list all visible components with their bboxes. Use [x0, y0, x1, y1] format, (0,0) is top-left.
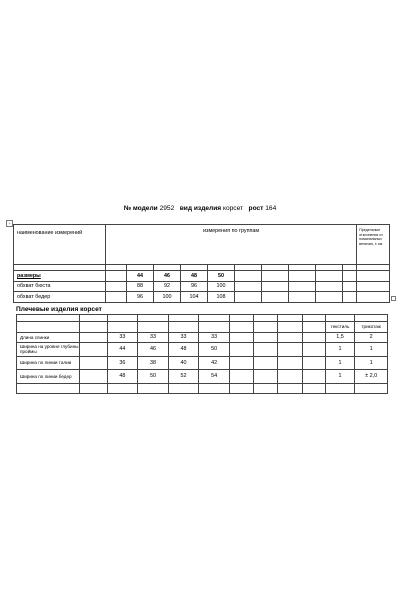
height-label: рост [248, 205, 264, 212]
row-label: Длина спинки [17, 332, 80, 343]
value-cell: 54 [199, 370, 230, 384]
textile-cell: 1,5 [325, 332, 355, 343]
row-label: обхват бюста [14, 281, 106, 292]
value-cell: 100 [154, 292, 181, 303]
textile-cell: 1 [325, 356, 355, 370]
row-label: Ширина по линии бедер [17, 370, 80, 384]
value-cell: 96 [127, 292, 154, 303]
value-cell: 104 [181, 292, 208, 303]
value-cell: 50 [199, 343, 230, 357]
textile-cell: 1 [325, 343, 355, 357]
knit-header: трикотаж [355, 322, 388, 333]
table-row [17, 332, 388, 343]
section-title: Плечевые изделия корсет [16, 306, 102, 313]
knit-cell: ± 2,0 [355, 370, 388, 384]
row-label: Ширина по линии талии [17, 356, 80, 370]
value-cell: 96 [181, 281, 208, 292]
value-cell: 42 [199, 356, 230, 370]
value-cell: 44 [107, 343, 138, 357]
value-cell: 92 [154, 281, 181, 292]
knit-cell: 2 [355, 332, 388, 343]
size-cell: 48 [181, 271, 208, 282]
table-row [17, 356, 388, 370]
textile-header: текстиль [325, 322, 355, 333]
tolerance-header-row [17, 322, 388, 333]
value-cell: 33 [138, 332, 169, 343]
table-row [17, 343, 388, 357]
value-cell: 48 [107, 370, 138, 384]
value-cell: 100 [208, 281, 235, 292]
table-row [14, 281, 390, 292]
table-resize-handle[interactable] [391, 296, 396, 301]
model-value: 2952 [159, 205, 175, 212]
measurements-table [13, 224, 390, 303]
value-cell: 50 [138, 370, 169, 384]
size-cell: 50 [208, 271, 235, 282]
value-cell: 46 [138, 343, 169, 357]
model-label: № модели [123, 205, 158, 212]
value-cell: 33 [199, 332, 230, 343]
height-value: 164 [265, 205, 277, 212]
table-row [17, 315, 388, 322]
value-cell: 36 [107, 356, 138, 370]
sizes-row [14, 271, 390, 282]
sizes-label: размеры [14, 271, 106, 282]
col-name-header: наименование измерений [14, 225, 106, 265]
value-cell: 33 [168, 332, 199, 343]
row-label: обхват бедер [14, 292, 106, 303]
table-header-row [14, 225, 390, 265]
size-cell: 44 [127, 271, 154, 282]
kind-value: корсет [222, 205, 244, 212]
document-title [0, 205, 400, 212]
value-cell: 108 [208, 292, 235, 303]
groups-header: измерения по группам [106, 225, 357, 265]
table-row [17, 383, 388, 394]
value-cell: 52 [168, 370, 199, 384]
knit-cell: 1 [355, 343, 388, 357]
textile-cell: 1 [325, 370, 355, 384]
size-cell: 46 [154, 271, 181, 282]
value-cell: 88 [127, 281, 154, 292]
table-move-handle-icon[interactable]: + [6, 220, 13, 227]
value-cell: 40 [168, 356, 199, 370]
table-row [14, 292, 390, 303]
knit-cell: 1 [355, 356, 388, 370]
table-row [17, 370, 388, 384]
kind-label: вид изделия [179, 205, 222, 212]
value-cell: 38 [138, 356, 169, 370]
row-label: Ширина на уровне глубины проймы [17, 343, 80, 357]
deviation-note: Предельные отклонения от номинальных величин, ± см. [357, 225, 390, 265]
value-cell: 33 [107, 332, 138, 343]
shoulder-items-table [16, 314, 388, 394]
value-cell: 48 [168, 343, 199, 357]
